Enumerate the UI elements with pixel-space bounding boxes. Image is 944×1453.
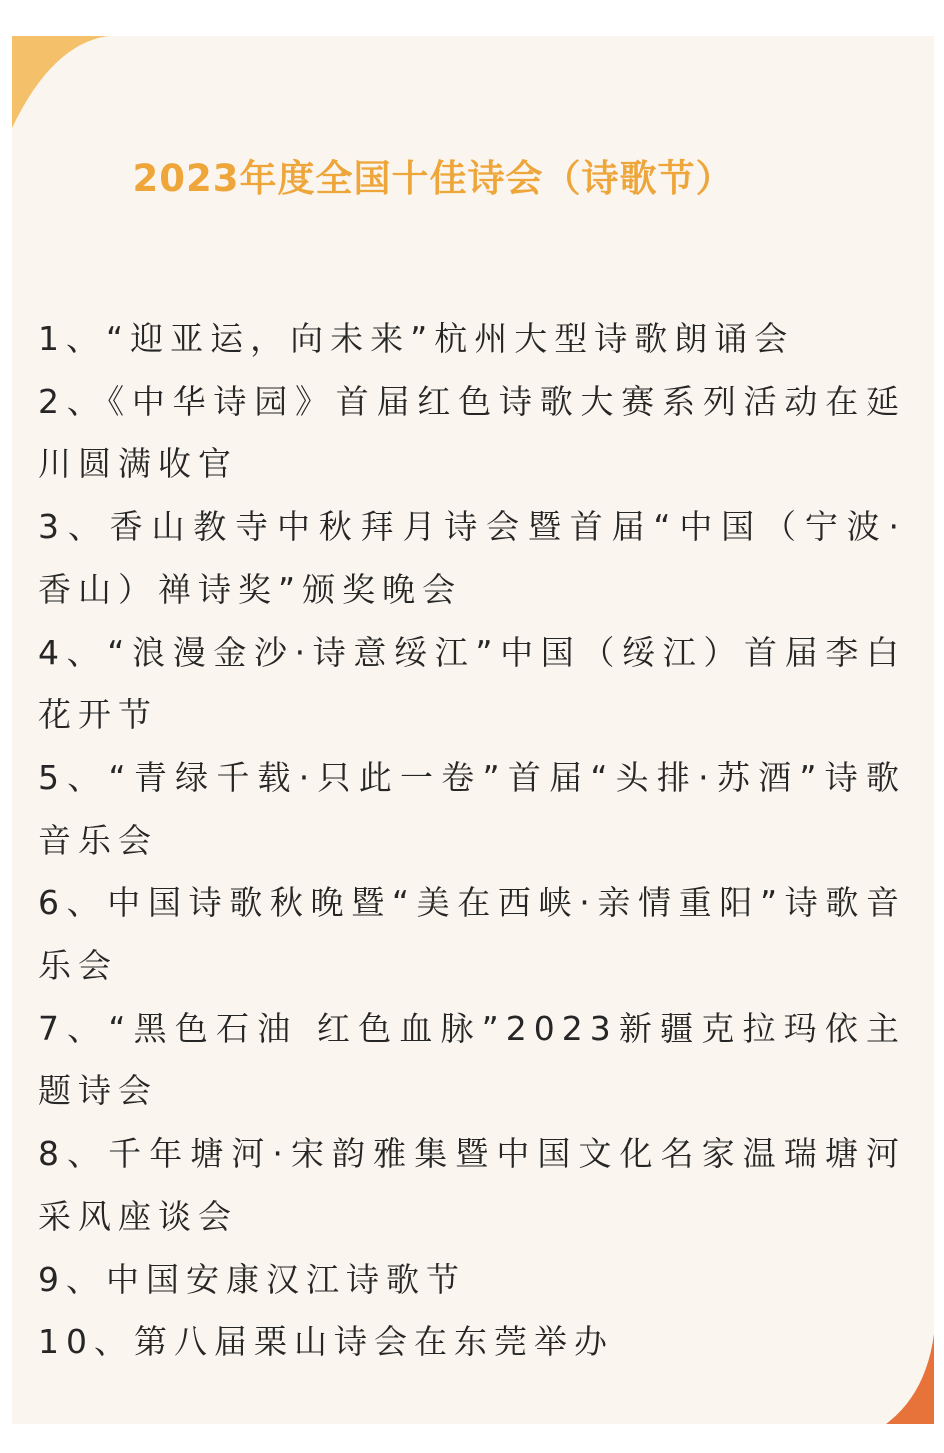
list-item: 4、“浪漫金沙·诗意绥江”中国（绥江）首届李白花开节 [38, 632, 906, 735]
poster-card [12, 36, 934, 1424]
list-item: 7、“黑色石油 红色血脉”2023新疆克拉玛依主题诗会 [38, 1008, 906, 1111]
list-item: 8、千年塘河·宋韵雅集暨中国文化名家温瑞塘河采风座谈会 [38, 1134, 906, 1236]
list-item: 9、中国安康汉江诗歌节 [38, 1259, 466, 1299]
list-item: 5、“青绿千载·只此一卷”首届“头排·苏酒”诗歌音乐会 [38, 757, 906, 860]
list-item: 3、香山教寺中秋拜月诗会暨首届“中国（宁波·香山）禅诗奖”颁奖晚会 [38, 507, 906, 609]
page-title: 2023年度全国十佳诗会（诗歌节） [132, 157, 734, 200]
list-item: 2、《中华诗园》首届红色诗歌大赛系列活动在延川圆满收官 [38, 381, 906, 484]
award-list [38, 308, 906, 1374]
bottom-right-corner-decoration [886, 1334, 934, 1424]
list-item: 10、第八届栗山诗会在东莞举办 [38, 1322, 614, 1362]
list-item: 6、中国诗歌秋晚暨“美在西峡·亲情重阳”诗歌音乐会 [38, 883, 906, 986]
list-item: 1、“迎亚运，向未来”杭州大型诗歌朗诵会 [38, 319, 795, 358]
top-left-corner-decoration [12, 36, 132, 156]
